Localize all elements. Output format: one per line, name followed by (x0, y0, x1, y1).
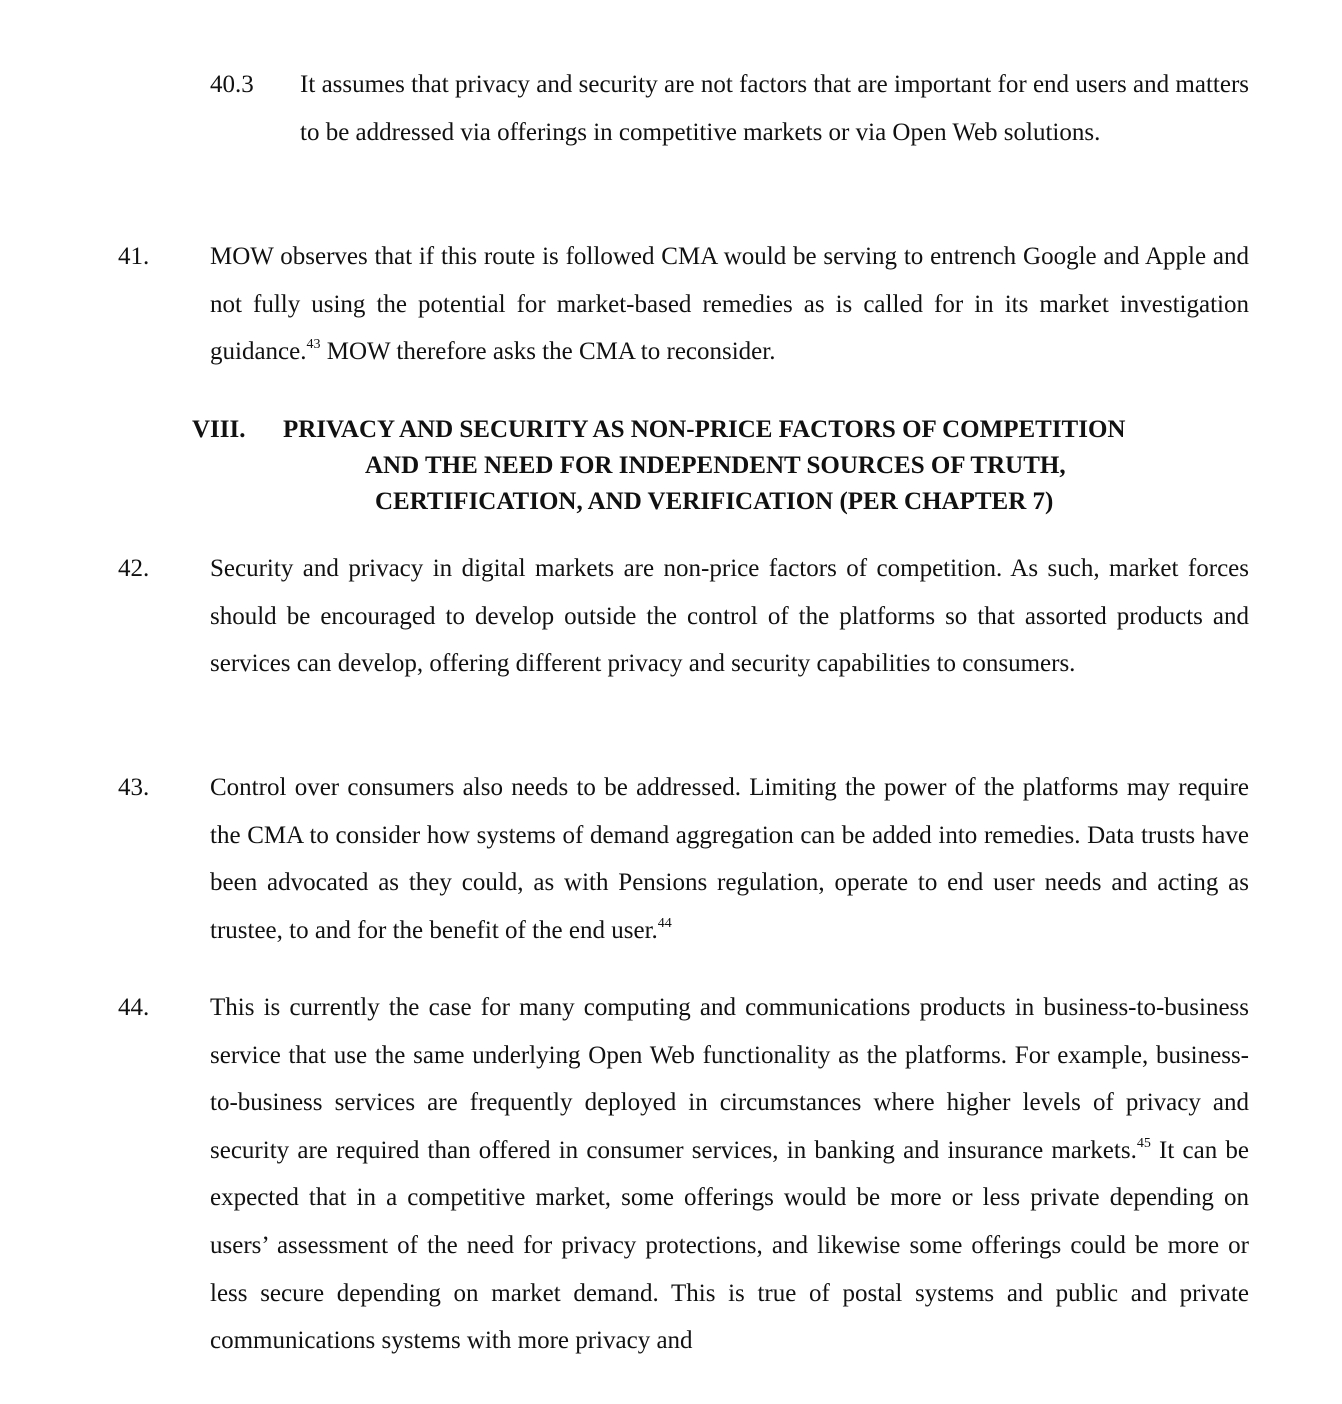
section-heading-line-3: CERTIFICATION, AND VERIFICATION (PER CHAPTER 7) (375, 488, 1054, 515)
paragraph-number-44: 44. (118, 994, 150, 1021)
section-numeral: VIII. (192, 416, 246, 443)
paragraph-42 (210, 545, 1249, 688)
footnote-ref-43[interactable]: 43 (306, 337, 321, 353)
paragraph-number-42: 42. (118, 555, 150, 582)
paragraph-43-text: Control over consumers also needs to be addressed. Limiting the power of the platforms may require the CMA to consider how systems of demand aggregation can be added into remedies. Data trusts have been advocated as they could, as with Pensions regulation, operate to end user needs and acting as trustee, to and for the benefit of the end user. (210, 774, 1249, 944)
footnote-ref-44[interactable]: 44 (657, 915, 672, 931)
paragraph-43 (210, 764, 1249, 954)
paragraph-44 (210, 984, 1249, 1365)
paragraph-number-43: 43. (118, 774, 150, 801)
paragraph-41-text-b: MOW therefore asks the CMA to reconsider. (320, 338, 776, 366)
section-heading-line-1: PRIVACY AND SECURITY AS NON-PRICE FACTORS OF COMPETITION (283, 416, 1126, 443)
paragraph-41-text-a: MOW observes that if this route is followed CMA would be serving to entrench Google and Apple and not fully using the potential for market-based remedies as is called for in its market investigation guidance. (210, 243, 1249, 366)
paragraph-40-3 (300, 61, 1249, 156)
paragraph-41 (210, 233, 1249, 376)
paragraph-44-text-a: This is currently the case for many computing and communications products in business-to-business service that use the same underlying Open Web functionality as the platforms. For example, business-to-business services are frequently deployed in circumstances where higher levels of privacy and security are required than offered in consumer services, in banking and insurance markets. (210, 994, 1249, 1164)
paragraph-40-3-text: It assumes that privacy and security are not factors that are important for end users and matters to be addressed via offerings in competitive markets or via Open Web solutions. (300, 71, 1249, 146)
paragraph-44-text-b: It can be expected that in a competitive market, some offerings would be more or less private depending on users’ assessment of the need for privacy protections, and likewise some offerings could be more or less secure depending on market demand. This is true of postal systems and public and private communications systems with more privacy and (210, 1136, 1250, 1355)
paragraph-number-40-3: 40.3 (210, 71, 254, 98)
paragraph-42-text: Security and privacy in digital markets are non-price factors of competition. As such, market forces should be encouraged to develop outside the control of the platforms so that assorted products and services can develop, offering different privacy and security capabilities to consumers. (210, 555, 1249, 678)
footnote-ref-45[interactable]: 45 (1136, 1135, 1151, 1151)
section-heading-line-2: AND THE NEED FOR INDEPENDENT SOURCES OF TRUTH, (365, 452, 1066, 479)
paragraph-number-41: 41. (118, 243, 150, 270)
